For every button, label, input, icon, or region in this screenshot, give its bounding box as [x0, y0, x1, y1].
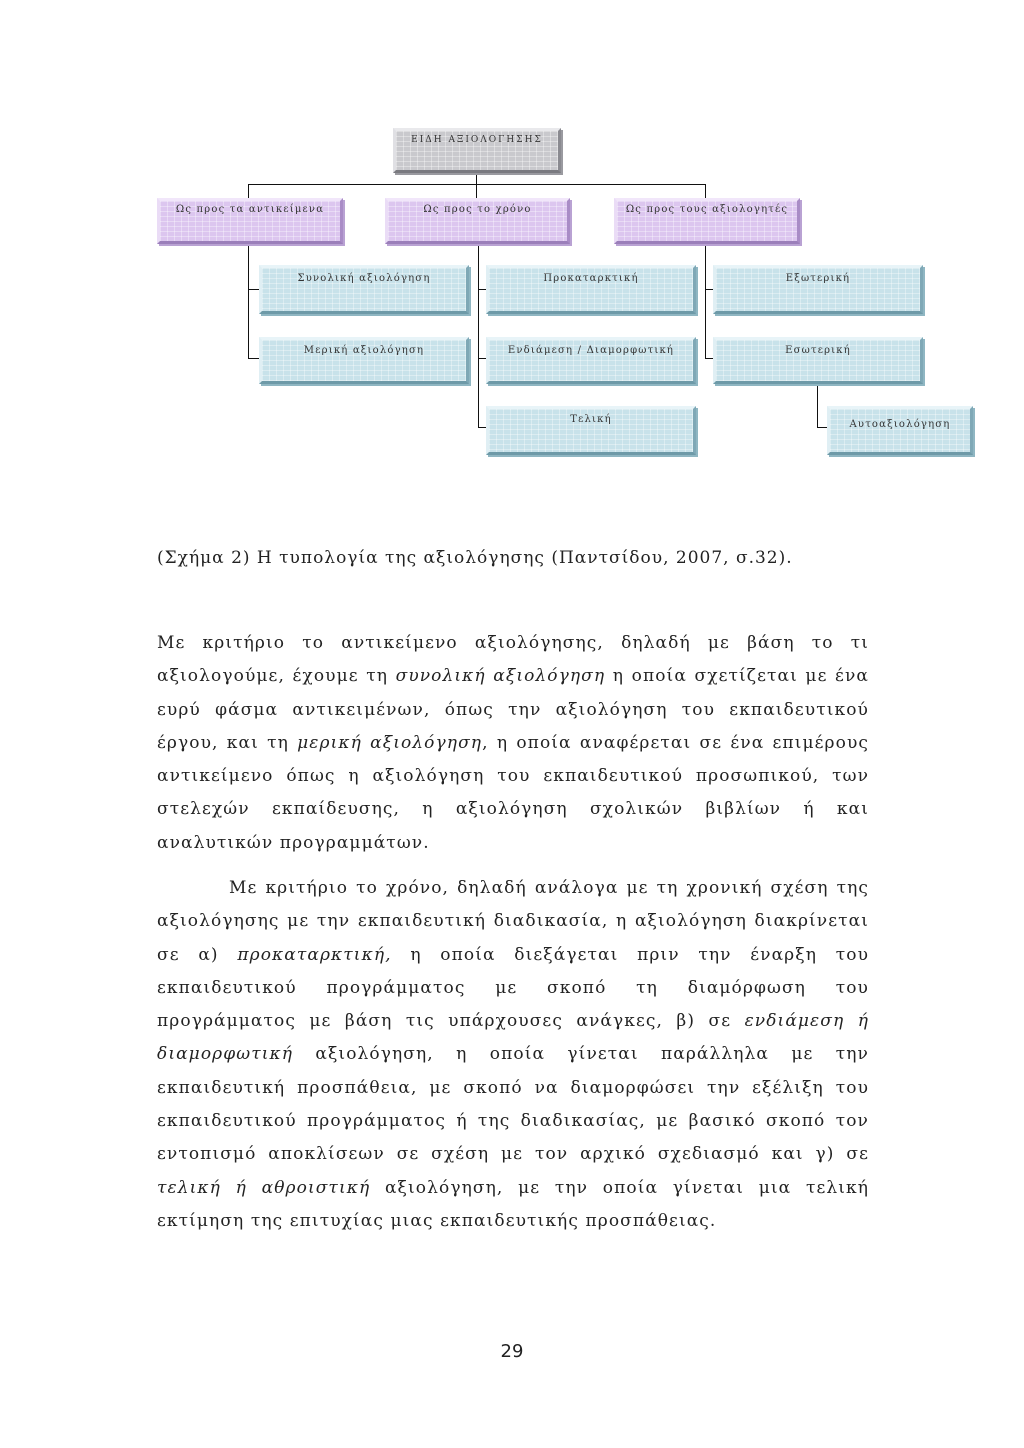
type-partial: Μερική αξιολόγηση	[259, 337, 469, 384]
text-segment: αξιολόγηση, η οποία γίνεται παράλληλα με την εκπαιδευτική προσπάθεια, με σκοπό να διαμορφώσει την εξέλιξη του εκπαιδευτικού προγράμματος ή της διαδικασίας, με βασικό σκοπό τον εντοπισμό αποκλίσεων σε σχέση με τον αρχικό σχεδιασμό και γ) σε	[157, 1044, 869, 1165]
type-external: Εξωτερική	[713, 265, 923, 314]
type-internal: Εσωτερική	[713, 337, 923, 384]
connector	[478, 244, 479, 428]
text-segment: η οποία σχετίζεται με ένα ευρύ φάσμα αντικειμένων, όπως την αξιολόγηση του εκπαιδευτικού έργου, και τη	[157, 666, 869, 753]
type-formative: Ενδιάμεση / Διαμορφωτική	[486, 337, 696, 384]
page-number: 29	[500, 1341, 524, 1362]
paragraph-object-criterion	[157, 627, 869, 860]
paragraph-time-criterion	[157, 872, 869, 1238]
text-segment: η οποία διεξάγεται πριν την έναρξη του εκπαιδευτικού προγράμματος με σκοπό τη διαμόρφωση του προγράμματος με βάση τις υπάρχουσες ανάγκες, β) σε	[157, 944, 870, 1032]
connector	[248, 184, 249, 198]
category-objects: Ως προς τα αντικείμενα	[157, 198, 343, 244]
connector	[705, 184, 706, 198]
connector	[705, 244, 706, 359]
connector	[476, 184, 477, 198]
category-evaluators: Ως προς τους αξιολογητές	[614, 198, 800, 244]
diagram-root: ΕΙΔΗ ΑΞΙΟΛΟΓΗΣΗΣ	[393, 128, 561, 173]
connector	[248, 184, 706, 185]
type-summative-overall: Συνολική αξιολόγηση	[259, 265, 469, 314]
text-segment: αξιολόγηση, με την οποία γίνεται μια τελική εκτίμηση της επιτυχίας μιας εκπαιδευτικής προσπάθειας.	[157, 1177, 870, 1231]
text-segment: Με κριτήριο το χρόνο, δηλαδή ανάλογα με τη χρονική σχέση της αξιολόγησης με την εκπαιδευτική διαδικασία, η αξιολόγηση διακρίνεται σε α)	[157, 878, 869, 965]
emphasis-term: μερική αξιολόγηση	[297, 732, 483, 753]
connector	[248, 244, 249, 359]
emphasis-term: ενδιάμεση ή διαμορφωτική	[157, 1011, 869, 1065]
connector	[817, 384, 818, 428]
evaluation-typology-diagram	[0, 0, 1024, 470]
text-segment: Με κριτήριο το αντικείμενο αξιολόγησης, δηλαδή με βάση το τι αξιολογούμε, έχουμε τη	[157, 633, 869, 687]
category-time: Ως προς το χρόνο	[385, 198, 570, 244]
emphasis-term: συνολική αξιολόγηση	[395, 666, 606, 687]
type-preliminary: Προκαταρκτική	[486, 265, 696, 314]
type-self-evaluation: Αυτοαξιολόγηση	[827, 406, 973, 455]
emphasis-term: τελική ή αθροιστική	[157, 1177, 371, 1198]
type-final: Τελική	[486, 406, 696, 455]
text-segment: , η οποία αναφέρεται σε ένα επιμέρους αντικείμενο όπως η αξιολόγηση του εκπαιδευτικού προσωπικού, των στελεχών εκπαίδευσης, η αξιολόγηση σχολικών βιβλίων ή και αναλυτικών προγραμμάτων.	[157, 732, 870, 853]
figure-caption: (Σχήμα 2) Η τυπολογία της αξιολόγησης (Παντσίδου, 2007, σ.32).	[157, 548, 793, 568]
emphasis-term: προκαταρκτική,	[237, 944, 392, 965]
